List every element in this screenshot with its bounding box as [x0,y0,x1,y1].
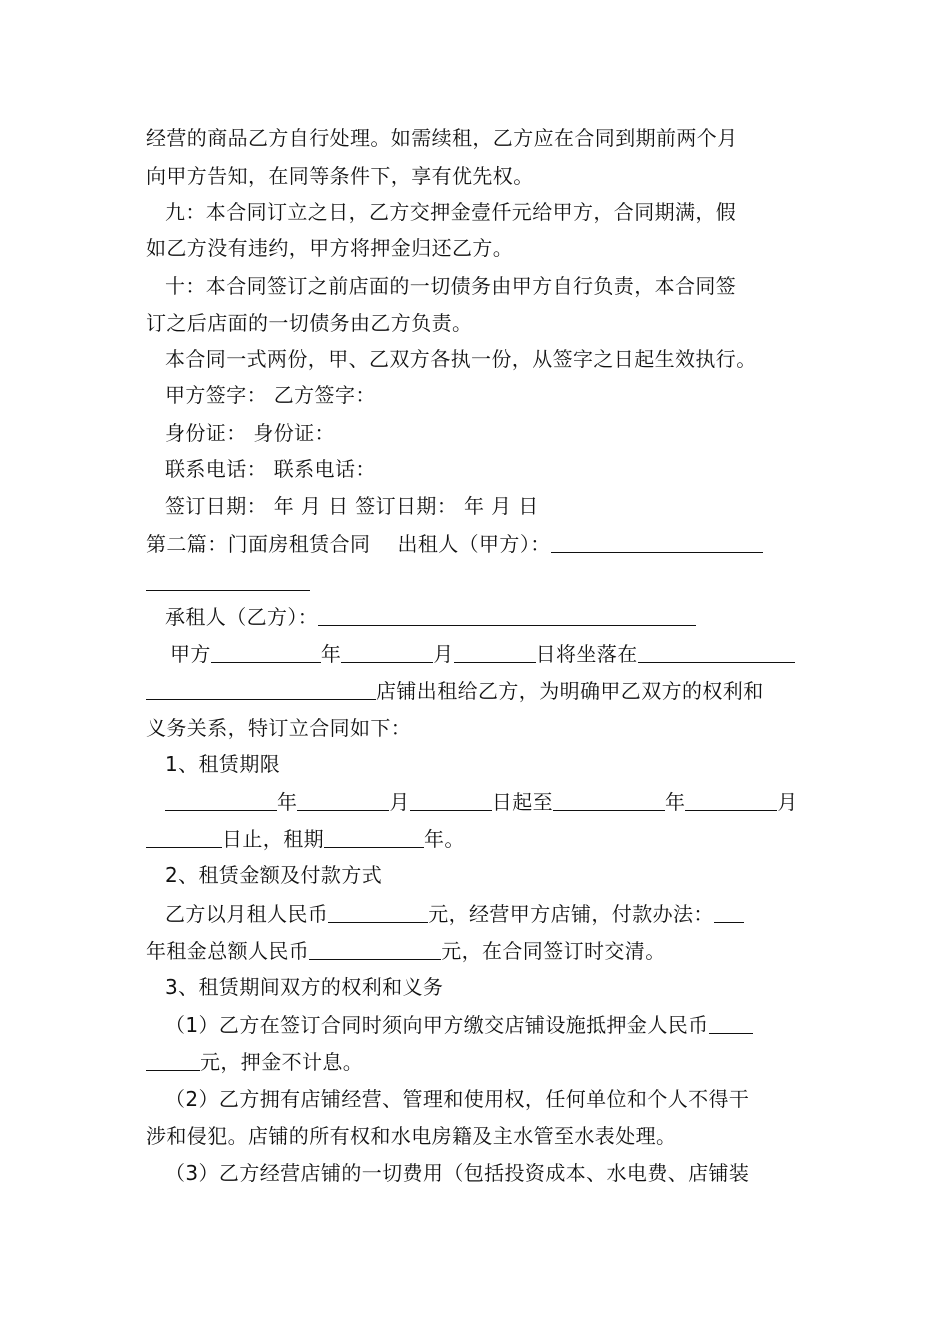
text-line: 向甲方告知，在同等条件下，享有优先权。 [146,164,534,188]
text: 日止，租期 [222,827,324,851]
text: 元，经营甲方店铺，付款办法： [428,902,714,926]
blank [553,790,665,811]
id-card-line: 身份证： 身份证： [165,421,335,445]
text: 年 [665,790,686,814]
text-line: 如乙方没有违约，甲方将押金归还乙方。 [146,236,514,260]
sec3-p3-line1: （3）乙方经营店铺的一切费用（包括投资成本、水电费、店铺装 [165,1161,750,1185]
sec3-heading: 3、租赁期间双方的权利和义务 [165,975,444,999]
text: （1）乙方在签订合同时须向甲方缴交店铺设施抵押金人民币 [165,1013,709,1037]
para-a-line1 [170,640,795,667]
lessor-label: 出租人（甲方）： [397,532,551,556]
text: 日起至 [491,790,554,814]
blank [309,939,441,960]
text: 元，押金不计息。 [200,1050,364,1074]
sec3-p2-line1: （2）乙方拥有店铺经营、管理和使用权，任何单位和个人不得干 [165,1087,750,1111]
text-line: 九：本合同订立之日，乙方交押金壹仟元给甲方，合同期满，假 [165,200,737,224]
sec2-line1 [165,900,744,927]
text: 月 [389,790,410,814]
para-a-line2 [146,677,764,704]
text-line: 十：本合同签订之前店面的一切债务由甲方自行负责，本合同签 [165,274,737,298]
blank [685,790,777,811]
lessee-line [165,603,696,630]
blank [146,570,310,591]
part2-title: 第二篇：门面房租赁合同 [146,532,371,556]
sec3-p1-line1 [165,1011,753,1038]
text: 甲方 [170,642,211,666]
blank [165,790,277,811]
text: 日将坐落在 [535,642,638,666]
blank [211,642,321,663]
text: 月 [777,790,798,814]
text: 年 [320,642,342,666]
text: 乙方以月租人民币 [165,902,329,926]
sign-date-line: 签订日期： 年 月 日 签订日期： 年 月 日 [165,494,539,518]
blank [146,827,222,848]
lessee-blank [318,605,696,626]
text-line: 订之后店面的一切债务由乙方负责。 [146,311,473,335]
blank [410,790,492,811]
sec1-line2 [146,825,465,852]
blank [324,827,424,848]
phone-line: 联系电话： 联系电话： [165,457,376,481]
blank [297,790,389,811]
lessor-blank [551,532,763,553]
text-line: 经营的商品乙方自行处理。如需续租，乙方应在合同到期前两个月 [146,126,738,150]
text-line: 本合同一式两份，甲、乙双方各执一份，从签字之日起生效执行。 [165,347,757,371]
blank [341,642,433,663]
blank [146,1050,200,1071]
sec1-heading: 1、租赁期限 [165,752,281,776]
blank [454,642,536,663]
sec3-p1-line2 [146,1048,363,1075]
text: 店铺出租给乙方，为明确甲乙双方的权利和 [376,679,764,703]
part2-title-line [146,530,763,557]
blank [328,902,428,923]
lessee-label: 承租人（乙方）： [165,605,319,629]
sec2-line2 [146,937,666,964]
blank [714,902,744,923]
sec2-heading: 2、租赁金额及付款方式 [165,863,383,887]
para-a-line3: 义务关系，特订立合同如下： [146,716,412,740]
text: 年租金总额人民币 [146,939,310,963]
text: 月 [433,642,454,666]
blank [709,1013,753,1034]
blank [638,642,795,663]
sec1-line1 [165,788,798,815]
text: 年。 [424,827,465,851]
text: 年 [277,790,298,814]
text: 元，在合同签订时交清。 [441,939,666,963]
blank [146,679,376,700]
signature-line: 甲方签字： 乙方签字： [165,383,376,407]
sec3-p2-line2: 涉和侵犯。店铺的所有权和水电房籍及主水管至水表处理。 [146,1124,677,1148]
lessor-blank-cont [146,568,310,595]
